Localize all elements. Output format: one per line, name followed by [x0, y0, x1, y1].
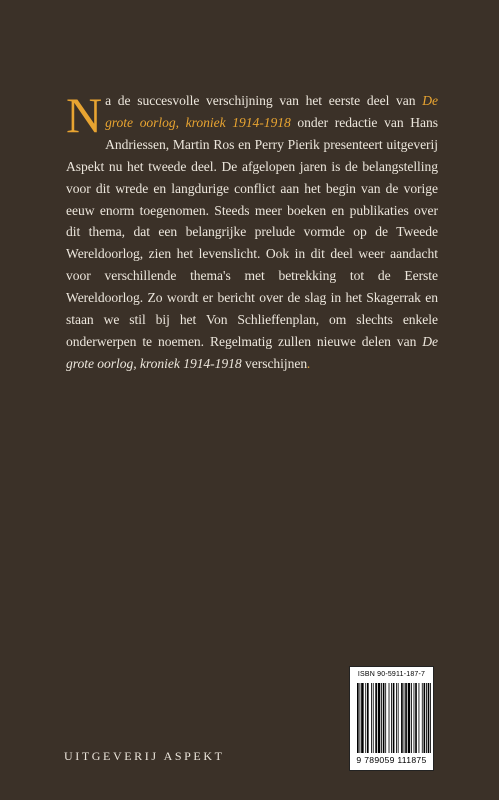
blurb-body: onder redactie van Hans Andriessen, Martin Ros en Perry Pierik presenteert uitgeverij Aspekt nu het tweede deel. De afgelopen jaren is de belangstelling voor dit wrede en langdurige conflict aan het begin van de vorige eeuw enorm toegenomen. Steeds meer boeken en publikaties over dit thema, dat een belangrijke prelude vormde op de Tweede Wereldoorlog, zien het levenslicht. Ook in dit deel weer aandacht voor verschillende thema's met betrekking tot de Eerste Wereldoorlog. Zo wordt er bericht over de slag in het Skagerrak en staan we stil bij het Von Schlieffenplan, om slechts enkele onderwerpen te noemen. Regelmatig zullen nieuwe delen van: [66, 114, 439, 349]
barcode-bar: [365, 683, 366, 753]
isbn-barcode: [349, 666, 434, 771]
barcode-bar: [415, 683, 417, 753]
blurb-intro: a de succesvolle verschijning van het eerste deel van: [105, 93, 423, 108]
barcode-bar: [398, 683, 399, 753]
barcode-bar: [373, 683, 374, 753]
barcode-bar: [419, 683, 420, 753]
barcode-bar: [426, 683, 427, 753]
barcode-bar: [383, 683, 385, 753]
isbn-label: ISBN 90-5911-187-7: [357, 671, 426, 678]
barcode-bar: [378, 683, 380, 753]
blurb-text: [66, 87, 439, 375]
drop-cap: N: [66, 87, 103, 143]
barcode-bar: [381, 683, 382, 753]
barcode-bar: [391, 683, 392, 753]
barcode-bar: [393, 683, 395, 753]
barcode-bar: [389, 683, 390, 753]
book-title-highlight: De grote oorlog, kroniek 1914-1918: [105, 93, 438, 130]
barcode-bar: [401, 683, 403, 753]
barcode-bar: [424, 683, 426, 753]
barcode-bar: [428, 683, 430, 753]
barcode-bar: [357, 683, 359, 753]
barcode-bar: [385, 683, 386, 753]
barcode-bar: [404, 683, 405, 753]
book-title-italic: De grote oorlog, kroniek 1914-1918: [66, 333, 438, 371]
final-period: .: [307, 355, 311, 371]
barcode-bar: [411, 683, 412, 753]
barcode-bar: [361, 683, 363, 753]
barcode-bar: [405, 683, 407, 753]
barcode-bar: [367, 683, 369, 753]
barcode-bar: [375, 683, 377, 753]
barcode-bar: [414, 683, 415, 753]
barcode-bar: [371, 683, 372, 753]
barcode-bar: [396, 683, 397, 753]
barcode-bars: [357, 683, 431, 753]
barcode-bar: [430, 683, 431, 753]
barcode-bar: [408, 683, 410, 753]
barcode-bar: [422, 683, 423, 753]
blurb-end: verschijnen: [241, 355, 308, 371]
barcode-bar: [359, 683, 360, 753]
ean-number: 9 789059 111875: [356, 755, 427, 765]
publisher-name: UITGEVERIJ ASPEKT: [64, 749, 225, 763]
